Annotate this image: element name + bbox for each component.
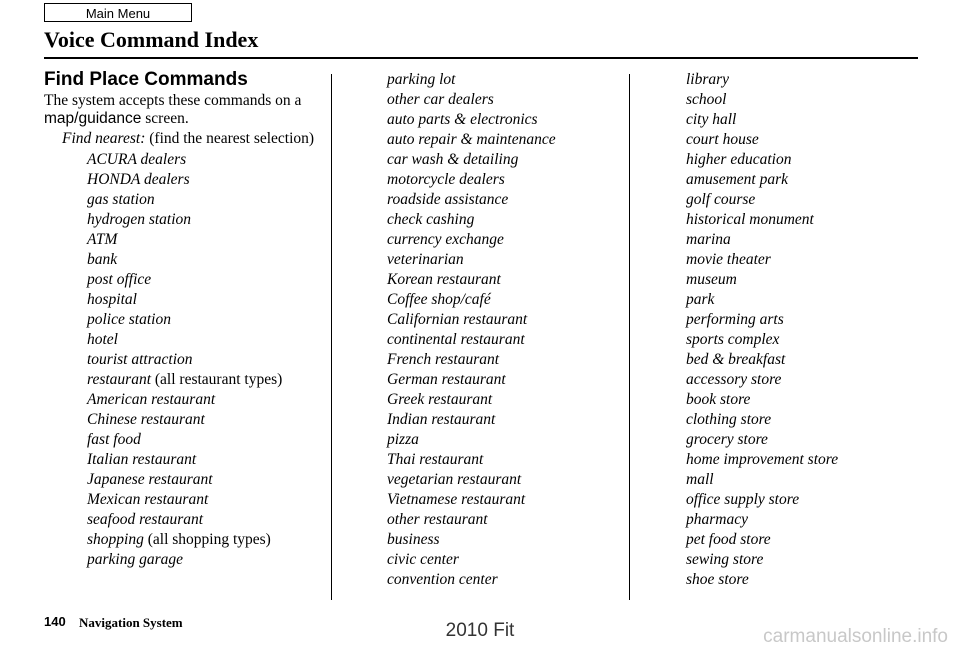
command-note: (all shopping types) [147,531,271,548]
command-item: German restaurant [387,371,506,388]
command-item: golf course [686,191,756,208]
command-text: ACURA dealers [87,151,187,168]
command-item [87,370,320,390]
command-item: Californian restaurant [387,311,528,328]
command-item [87,330,320,350]
command-item: parking lot [387,71,456,88]
command-item: vegetarian restaurant [387,471,522,488]
command-item [87,490,320,510]
command-column-1 [44,70,320,570]
command-item: bed & breakfast [686,351,786,368]
command-text: Japanese restaurant [87,471,213,488]
command-item: pharmacy [686,511,748,528]
command-item [87,450,320,470]
command-item [87,390,320,410]
map-guidance-term: map/guidance [44,110,142,127]
command-text: Italian restaurant [87,451,197,468]
command-item: roadside assistance [387,191,509,208]
command-item: car wash & detailing [387,151,519,168]
column-divider [331,74,332,600]
command-item [87,550,320,570]
command-item: continental restaurant [387,331,525,348]
command-list-2 [387,70,627,590]
command-item: other car dealers [387,91,494,108]
command-column-3 [686,70,936,590]
command-item: sewing store [686,551,764,568]
command-text: bank [87,251,118,268]
column-divider [629,74,630,600]
command-item: park [686,291,715,308]
command-column-2 [387,70,627,590]
command-item: performing arts [686,311,784,328]
model-watermark: 2010 Fit [445,620,515,641]
site-watermark: carmanualsonline.info [763,626,948,647]
command-item [87,170,320,190]
command-item: Indian restaurant [387,411,496,428]
command-item [87,470,320,490]
command-item [87,190,320,210]
footer-label: Navigation System [79,615,183,630]
command-item [87,270,320,290]
page-title: Voice Command Index [44,27,259,52]
command-item: other restaurant [387,511,488,528]
main-menu-button[interactable]: Main Menu [44,3,192,22]
command-text: hydrogen station [87,211,192,228]
command-text: post office [87,271,152,288]
command-text: American restaurant [87,391,216,408]
command-text: ATM [87,231,118,248]
command-item: French restaurant [387,351,500,368]
command-item: Coffee shop/café [387,291,491,308]
command-item: sports complex [686,331,780,348]
command-text: restaurant [87,371,152,388]
section-heading: Find Place Commands [44,69,248,90]
command-item: amusement park [686,171,789,188]
command-item: pizza [387,431,419,448]
command-text: tourist attraction [87,351,193,368]
intro-text-start: The system accepts these commands on a [44,92,302,109]
command-item: convention center [387,571,498,588]
command-text: Chinese restaurant [87,411,205,428]
command-item [87,290,320,310]
command-text: parking garage [87,551,184,568]
command-item: school [686,91,727,108]
command-text: seafood restaurant [87,511,204,528]
command-item: higher education [686,151,792,168]
command-item [87,410,320,430]
command-item: clothing store [686,411,772,428]
command-text: gas station [87,191,155,208]
intro-text [44,92,320,128]
command-text: HONDA dealers [87,171,190,188]
command-item [87,510,320,530]
command-text: Mexican restaurant [87,491,209,508]
command-item: office supply store [686,491,800,508]
command-text: fast food [87,431,141,448]
command-item: library [686,71,730,88]
command-item: home improvement store [686,451,839,468]
find-nearest-command [62,130,320,148]
command-item: Greek restaurant [387,391,493,408]
command-item: motorcycle dealers [387,171,505,188]
command-item: civic center [387,551,459,568]
page-number: 140 [44,614,66,629]
command-item [87,310,320,330]
command-item: mall [686,471,714,488]
command-item: veterinarian [387,251,464,268]
command-item [87,230,320,250]
command-item [87,430,320,450]
command-item: business [387,531,440,548]
command-item: historical monument [686,211,814,228]
command-item: marina [686,231,731,248]
command-item: accessory store [686,371,782,388]
command-item: museum [686,271,737,288]
command-item: check cashing [387,211,475,228]
command-item [87,250,320,270]
command-item: book store [686,391,751,408]
command-item: court house [686,131,759,148]
title-divider [44,57,918,59]
intro-text-end: screen. [145,110,189,127]
command-item: city hall [686,111,737,128]
command-item: grocery store [686,431,768,448]
command-note: (all restaurant types) [154,371,283,388]
command-list-3 [686,70,936,590]
command-list-1 [87,150,320,570]
command-item [87,150,320,170]
command-item: pet food store [686,531,771,548]
command-item: Korean restaurant [387,271,501,288]
command-text: police station [87,311,171,328]
command-item: auto parts & electronics [387,111,538,128]
command-item [87,350,320,370]
find-nearest-label: Find nearest: [62,130,146,147]
command-text: hospital [87,291,137,308]
command-item [87,210,320,230]
command-item: Vietnamese restaurant [387,491,526,508]
command-text: hotel [87,331,118,348]
find-nearest-desc: (find the nearest selection) [149,130,315,147]
command-item [87,530,320,550]
command-item: auto repair & maintenance [387,131,556,148]
command-item: Thai restaurant [387,451,484,468]
command-item: movie theater [686,251,771,268]
command-text: shopping [87,531,144,548]
command-item: currency exchange [387,231,504,248]
command-item: shoe store [686,571,749,588]
